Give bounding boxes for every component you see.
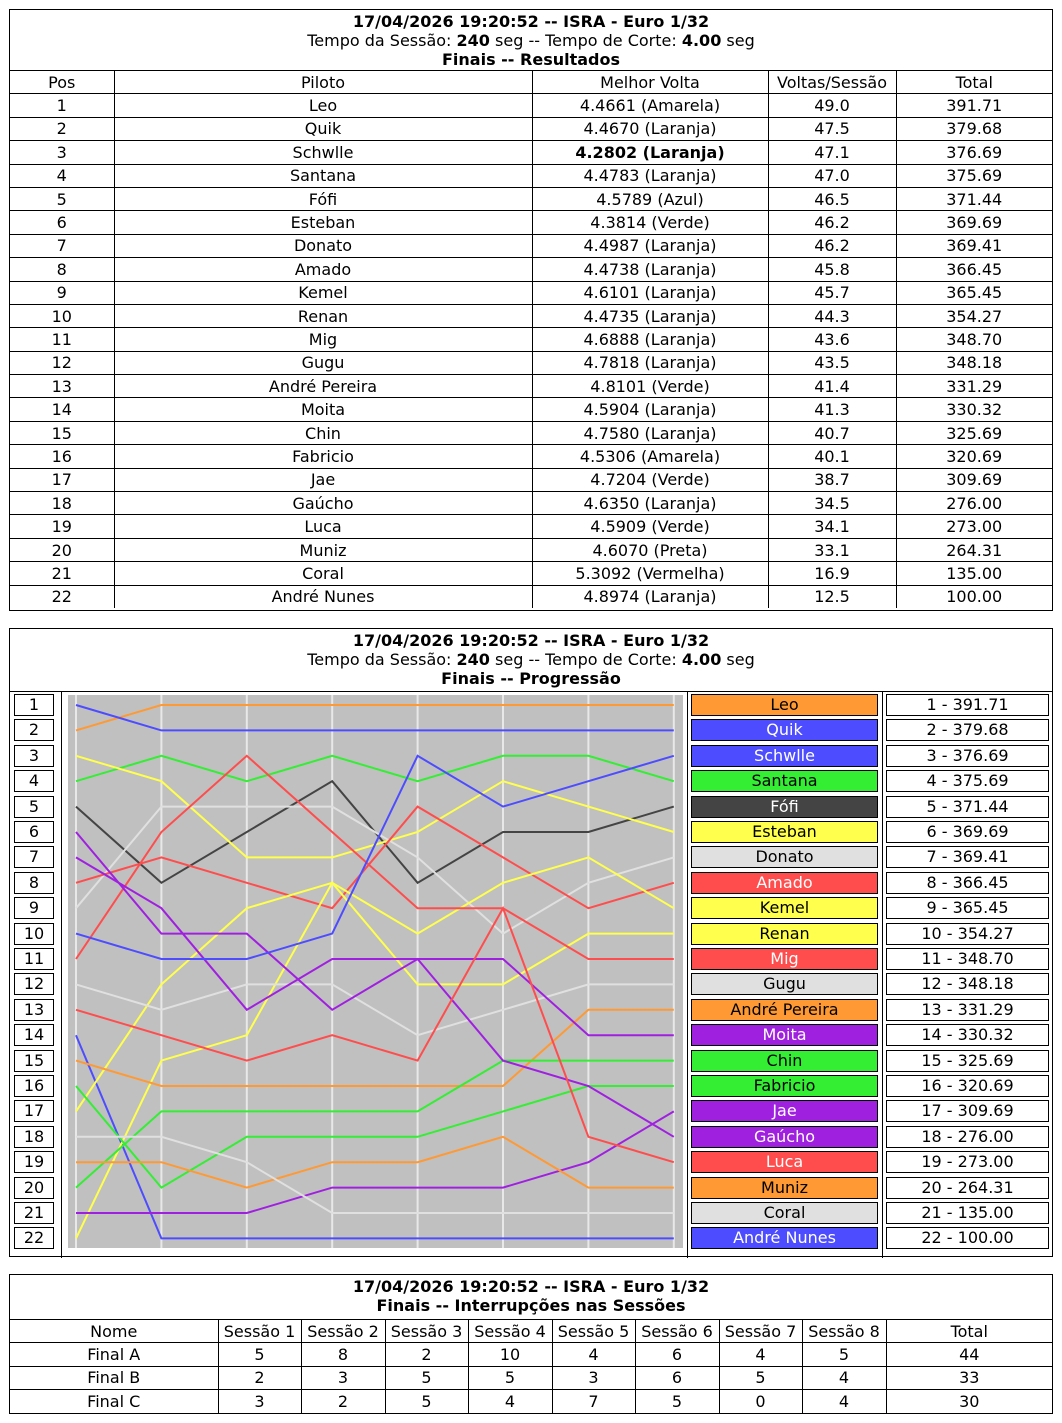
cell-total: 354.27 — [896, 304, 1052, 327]
table-row — [10, 94, 1052, 117]
cell-total: 100.00 — [896, 585, 1052, 608]
cell-laps: 47.1 — [768, 141, 896, 164]
header-title: 17/04/2026 19:20:52 -- ISRA - Euro 1/32 — [352, 1277, 710, 1296]
legend-total: 16 - 320.69 — [886, 1075, 1049, 1097]
legend-driver: Chin — [691, 1050, 878, 1072]
cell-name: Fabricio — [114, 445, 532, 468]
cell-pos: 6 — [10, 211, 114, 234]
cell-name: Moita — [114, 398, 532, 421]
cell-total: 379.68 — [896, 117, 1052, 140]
cell-total: 369.69 — [896, 211, 1052, 234]
cell: 44 — [886, 1343, 1052, 1366]
cell: 4 — [468, 1390, 552, 1413]
position-label: 12 — [14, 973, 54, 995]
cell-best: 4.5904 (Laranja) — [532, 398, 768, 421]
cell-best: 4.4783 (Laranja) — [532, 164, 768, 187]
cell: 5 — [719, 1366, 802, 1389]
cell-name: Schwlle — [114, 141, 532, 164]
cell-pos: 17 — [10, 468, 114, 491]
cell-best: 4.7580 (Laranja) — [532, 421, 768, 444]
interruptions-subtitle: Finais -- Interrupções nas Sessões — [376, 1296, 686, 1315]
cell: 4 — [802, 1390, 886, 1413]
cell-laps: 43.5 — [768, 351, 896, 374]
cell-name: Santana — [114, 164, 532, 187]
position-label: 22 — [14, 1227, 54, 1249]
legend-driver: Moita — [691, 1024, 878, 1046]
legend-driver: Gaúcho — [691, 1126, 878, 1148]
position-label: 4 — [14, 770, 54, 792]
cell-name: Luca — [114, 515, 532, 538]
legend-total: 10 - 354.27 — [886, 923, 1049, 945]
cell-laps: 46.2 — [768, 211, 896, 234]
legend-driver: Coral — [691, 1202, 878, 1224]
column-header: Sessão 5 — [552, 1320, 635, 1343]
legend-driver: Muniz — [691, 1177, 878, 1199]
cell-name: Leo — [114, 94, 532, 117]
progression-area — [10, 691, 1052, 1258]
legend-driver: Leo — [691, 694, 878, 716]
cell-total: 376.69 — [896, 141, 1052, 164]
cell-total: 276.00 — [896, 492, 1052, 515]
cell-total: 320.69 — [896, 445, 1052, 468]
position-label: 19 — [14, 1151, 54, 1173]
divider — [882, 692, 883, 1258]
legend-driver: Santana — [691, 770, 878, 792]
table-row — [10, 375, 1052, 398]
table-row — [10, 421, 1052, 444]
results-subtitle: Finais -- Resultados — [441, 50, 620, 69]
cell-laps: 43.6 — [768, 328, 896, 351]
table-row — [10, 562, 1052, 585]
position-label: 15 — [14, 1050, 54, 1072]
cell-best: 4.6888 (Laranja) — [532, 328, 768, 351]
cell-best: 4.8101 (Verde) — [532, 375, 768, 398]
cell-total: 371.44 — [896, 187, 1052, 210]
cell-total: 365.45 — [896, 281, 1052, 304]
cell-name: Coral — [114, 562, 532, 585]
cell-name: Fófi — [114, 187, 532, 210]
legend-total: 3 - 376.69 — [886, 745, 1049, 767]
position-label: 17 — [14, 1100, 54, 1122]
cell: 5 — [635, 1390, 719, 1413]
cell-pos: 20 — [10, 538, 114, 561]
cell-best: 4.2802 (Laranja) — [532, 141, 768, 164]
cell-total: 391.71 — [896, 94, 1052, 117]
cell-best: 4.6070 (Preta) — [532, 538, 768, 561]
cell: 6 — [635, 1343, 719, 1366]
cell: 2 — [218, 1366, 301, 1389]
cell: 10 — [468, 1343, 552, 1366]
cell-best: 4.4987 (Laranja) — [532, 234, 768, 257]
cell: 30 — [886, 1390, 1052, 1413]
cell-laps: 33.1 — [768, 538, 896, 561]
cell-best: 4.7818 (Laranja) — [532, 351, 768, 374]
cell: 8 — [301, 1343, 385, 1366]
cell-pos: 11 — [10, 328, 114, 351]
legend-total: 13 - 331.29 — [886, 999, 1049, 1021]
cell-laps: 46.5 — [768, 187, 896, 210]
legend-total: 9 - 365.45 — [886, 897, 1049, 919]
legend-total: 2 - 379.68 — [886, 719, 1049, 741]
legend-total: 5 - 371.44 — [886, 796, 1049, 818]
legend-total: 19 - 273.00 — [886, 1151, 1049, 1173]
cell-best: 4.7204 (Verde) — [532, 468, 768, 491]
table-row — [10, 351, 1052, 374]
legend-total: 7 - 369.41 — [886, 846, 1049, 868]
cell-laps: 45.8 — [768, 258, 896, 281]
table-row — [10, 211, 1052, 234]
legend-driver: Luca — [691, 1151, 878, 1173]
cell-laps: 49.0 — [768, 94, 896, 117]
cell-name: Muniz — [114, 538, 532, 561]
cell-best: 4.3814 (Verde) — [532, 211, 768, 234]
table-row — [10, 304, 1052, 327]
cell-pos: 12 — [10, 351, 114, 374]
legend-driver: André Nunes — [691, 1227, 878, 1249]
position-label: 21 — [14, 1202, 54, 1224]
cell: 3 — [552, 1366, 635, 1389]
table-row — [10, 187, 1052, 210]
cell-pos: 14 — [10, 398, 114, 421]
cell-laps: 34.5 — [768, 492, 896, 515]
cell-best: 4.4735 (Laranja) — [532, 304, 768, 327]
legend-driver: Renan — [691, 923, 878, 945]
table-row — [10, 164, 1052, 187]
cell-laps: 41.4 — [768, 375, 896, 398]
cell: 6 — [635, 1366, 719, 1389]
legend-total: 18 - 276.00 — [886, 1126, 1049, 1148]
legend-driver: Kemel — [691, 897, 878, 919]
cell-laps: 41.3 — [768, 398, 896, 421]
cell: 2 — [301, 1390, 385, 1413]
legend-total: 15 - 325.69 — [886, 1050, 1049, 1072]
cell-name: Mig — [114, 328, 532, 351]
cell-best: 4.5909 (Verde) — [532, 515, 768, 538]
legend-total: 8 - 366.45 — [886, 872, 1049, 894]
cell-name: André Pereira — [114, 375, 532, 398]
cell: 5 — [468, 1366, 552, 1389]
cell-total: 309.69 — [896, 468, 1052, 491]
cell-best: 4.4670 (Laranja) — [532, 117, 768, 140]
cell-total: 330.32 — [896, 398, 1052, 421]
cell-pos: 19 — [10, 515, 114, 538]
cell-pos: 5 — [10, 187, 114, 210]
position-label: 20 — [14, 1177, 54, 1199]
legend-total: 6 - 369.69 — [886, 821, 1049, 843]
column-header: Sessão 7 — [719, 1320, 802, 1343]
cell-pos: 22 — [10, 585, 114, 608]
cell-name: Quik — [114, 117, 532, 140]
legend-total: 12 - 348.18 — [886, 973, 1049, 995]
table-row — [10, 141, 1052, 164]
cell-laps: 47.5 — [768, 117, 896, 140]
cell-pos: 3 — [10, 141, 114, 164]
cell: 4 — [552, 1343, 635, 1366]
legend-total: 11 - 348.70 — [886, 948, 1049, 970]
position-label: 13 — [14, 999, 54, 1021]
position-label: 3 — [14, 745, 54, 767]
table-row — [10, 398, 1052, 421]
cell: 7 — [552, 1390, 635, 1413]
table-row — [10, 281, 1052, 304]
legend-total: 20 - 264.31 — [886, 1177, 1049, 1199]
table-row — [10, 468, 1052, 491]
cell-name: Renan — [114, 304, 532, 327]
cell: 3 — [218, 1390, 301, 1413]
cell-name: André Nunes — [114, 585, 532, 608]
cell: Final A — [10, 1343, 218, 1366]
cell-pos: 21 — [10, 562, 114, 585]
cell: 4 — [719, 1343, 802, 1366]
cell-pos: 18 — [10, 492, 114, 515]
position-label: 9 — [14, 897, 54, 919]
legend-total: 14 - 330.32 — [886, 1024, 1049, 1046]
legend-driver: Esteban — [691, 821, 878, 843]
cell-pos: 7 — [10, 234, 114, 257]
table-row — [10, 1390, 1052, 1413]
table-row — [10, 1366, 1052, 1389]
cell: 33 — [886, 1366, 1052, 1389]
cell-total: 369.41 — [896, 234, 1052, 257]
cell-pos: 8 — [10, 258, 114, 281]
cell-total: 264.31 — [896, 538, 1052, 561]
column-header: Sessão 1 — [218, 1320, 301, 1343]
legend-driver: Fabricio — [691, 1075, 878, 1097]
column-header: Piloto — [114, 71, 532, 94]
interruptions-panel — [9, 1274, 1053, 1414]
position-label: 14 — [14, 1024, 54, 1046]
interruptions-header — [10, 1275, 1052, 1315]
cell: 5 — [802, 1343, 886, 1366]
cell: 4 — [802, 1366, 886, 1389]
cell-laps: 44.3 — [768, 304, 896, 327]
results-header — [10, 10, 1052, 69]
table-row — [10, 445, 1052, 468]
interruptions-table — [10, 1319, 1052, 1413]
cell-best: 4.4661 (Amarela) — [532, 94, 768, 117]
position-label: 11 — [14, 948, 54, 970]
cell: 2 — [385, 1343, 468, 1366]
cell-laps: 40.7 — [768, 421, 896, 444]
legend-driver: Jae — [691, 1100, 878, 1122]
table-row — [10, 492, 1052, 515]
cell-laps: 47.0 — [768, 164, 896, 187]
cell-pos: 1 — [10, 94, 114, 117]
legend-driver: André Pereira — [691, 999, 878, 1021]
cell-name: Kemel — [114, 281, 532, 304]
cell-name: Gugu — [114, 351, 532, 374]
cell: Final C — [10, 1390, 218, 1413]
column-header: Sessão 3 — [385, 1320, 468, 1343]
legend-driver: Mig — [691, 948, 878, 970]
table-row — [10, 234, 1052, 257]
results-panel — [9, 9, 1053, 611]
cell-name: Chin — [114, 421, 532, 444]
cell-best: 4.6101 (Laranja) — [532, 281, 768, 304]
cell-pos: 15 — [10, 421, 114, 444]
cell-pos: 10 — [10, 304, 114, 327]
progression-subtitle: Finais -- Progressão — [441, 669, 621, 688]
cell: 5 — [385, 1366, 468, 1389]
position-label: 16 — [14, 1075, 54, 1097]
legend-total: 1 - 391.71 — [886, 694, 1049, 716]
cell-pos: 2 — [10, 117, 114, 140]
position-label: 6 — [14, 821, 54, 843]
cell-total: 325.69 — [896, 421, 1052, 444]
cell-total: 273.00 — [896, 515, 1052, 538]
column-header: Melhor Volta — [532, 71, 768, 94]
cell-best: 4.5789 (Azul) — [532, 187, 768, 210]
cell-name: Jae — [114, 468, 532, 491]
cell-laps: 12.5 — [768, 585, 896, 608]
cell: 3 — [301, 1366, 385, 1389]
progression-header — [10, 629, 1052, 688]
legend-driver: Schwlle — [691, 745, 878, 767]
legend-driver: Quik — [691, 719, 878, 741]
cell-total: 135.00 — [896, 562, 1052, 585]
column-header: Sessão 4 — [468, 1320, 552, 1343]
legend-driver: Donato — [691, 846, 878, 868]
cell-total: 348.70 — [896, 328, 1052, 351]
cell-laps: 45.7 — [768, 281, 896, 304]
chart-background — [68, 695, 683, 1248]
cell-pos: 16 — [10, 445, 114, 468]
cell-laps: 46.2 — [768, 234, 896, 257]
cell: 5 — [385, 1390, 468, 1413]
legend-total: 4 - 375.69 — [886, 770, 1049, 792]
cell-name: Esteban — [114, 211, 532, 234]
header-title: 17/04/2026 19:20:52 -- ISRA - Euro 1/32 — [352, 12, 710, 31]
column-header: Sessão 2 — [301, 1320, 385, 1343]
results-table — [10, 70, 1052, 608]
cell-best: 5.3092 (Vermelha) — [532, 562, 768, 585]
position-label: 10 — [14, 923, 54, 945]
column-header: Total — [896, 71, 1052, 94]
column-header: Sessão 8 — [802, 1320, 886, 1343]
table-row — [10, 515, 1052, 538]
cell-name: Donato — [114, 234, 532, 257]
cell-name: Gaúcho — [114, 492, 532, 515]
cell-best: 4.5306 (Amarela) — [532, 445, 768, 468]
legend-driver: Amado — [691, 872, 878, 894]
cell-name: Amado — [114, 258, 532, 281]
cell: 5 — [218, 1343, 301, 1366]
table-row — [10, 117, 1052, 140]
legend-total: 17 - 309.69 — [886, 1100, 1049, 1122]
cell: Final B — [10, 1366, 218, 1389]
cell-best: 4.6350 (Laranja) — [532, 492, 768, 515]
cell-total: 331.29 — [896, 375, 1052, 398]
header-session-info: Tempo da Sessão: 240 seg -- Tempo de Corte: 4.00 seg — [307, 31, 755, 50]
cell: 0 — [719, 1390, 802, 1413]
legend-total: 21 - 135.00 — [886, 1202, 1049, 1224]
progression-panel — [9, 628, 1053, 1257]
cell-total: 375.69 — [896, 164, 1052, 187]
position-label: 2 — [14, 719, 54, 741]
column-header: Sessão 6 — [635, 1320, 719, 1343]
position-label: 8 — [14, 872, 54, 894]
legend-driver: Gugu — [691, 973, 878, 995]
table-row — [10, 258, 1052, 281]
cell-laps: 38.7 — [768, 468, 896, 491]
position-label: 1 — [14, 694, 54, 716]
cell-pos: 13 — [10, 375, 114, 398]
header-session-info: Tempo da Sessão: 240 seg -- Tempo de Corte: 4.00 seg — [307, 650, 755, 669]
position-label: 5 — [14, 796, 54, 818]
cell-laps: 40.1 — [768, 445, 896, 468]
cell-laps: 16.9 — [768, 562, 896, 585]
cell-pos: 9 — [10, 281, 114, 304]
column-header: Pos — [10, 71, 114, 94]
table-row — [10, 585, 1052, 608]
table-row — [10, 328, 1052, 351]
table-row — [10, 1343, 1052, 1366]
table-row — [10, 538, 1052, 561]
cell-pos: 4 — [10, 164, 114, 187]
cell-best: 4.8974 (Laranja) — [532, 585, 768, 608]
legend-total: 22 - 100.00 — [886, 1227, 1049, 1249]
header-title: 17/04/2026 19:20:52 -- ISRA - Euro 1/32 — [352, 631, 710, 650]
divider — [687, 692, 688, 1258]
legend-driver: Fófi — [691, 796, 878, 818]
column-header: Voltas/Sessão — [768, 71, 896, 94]
cell-laps: 34.1 — [768, 515, 896, 538]
position-label: 7 — [14, 846, 54, 868]
position-label: 18 — [14, 1126, 54, 1148]
column-header: Total — [886, 1320, 1052, 1343]
cell-total: 366.45 — [896, 258, 1052, 281]
progression-chart — [62, 692, 687, 1258]
column-header: Nome — [10, 1320, 218, 1343]
cell-total: 348.18 — [896, 351, 1052, 374]
cell-best: 4.4738 (Laranja) — [532, 258, 768, 281]
